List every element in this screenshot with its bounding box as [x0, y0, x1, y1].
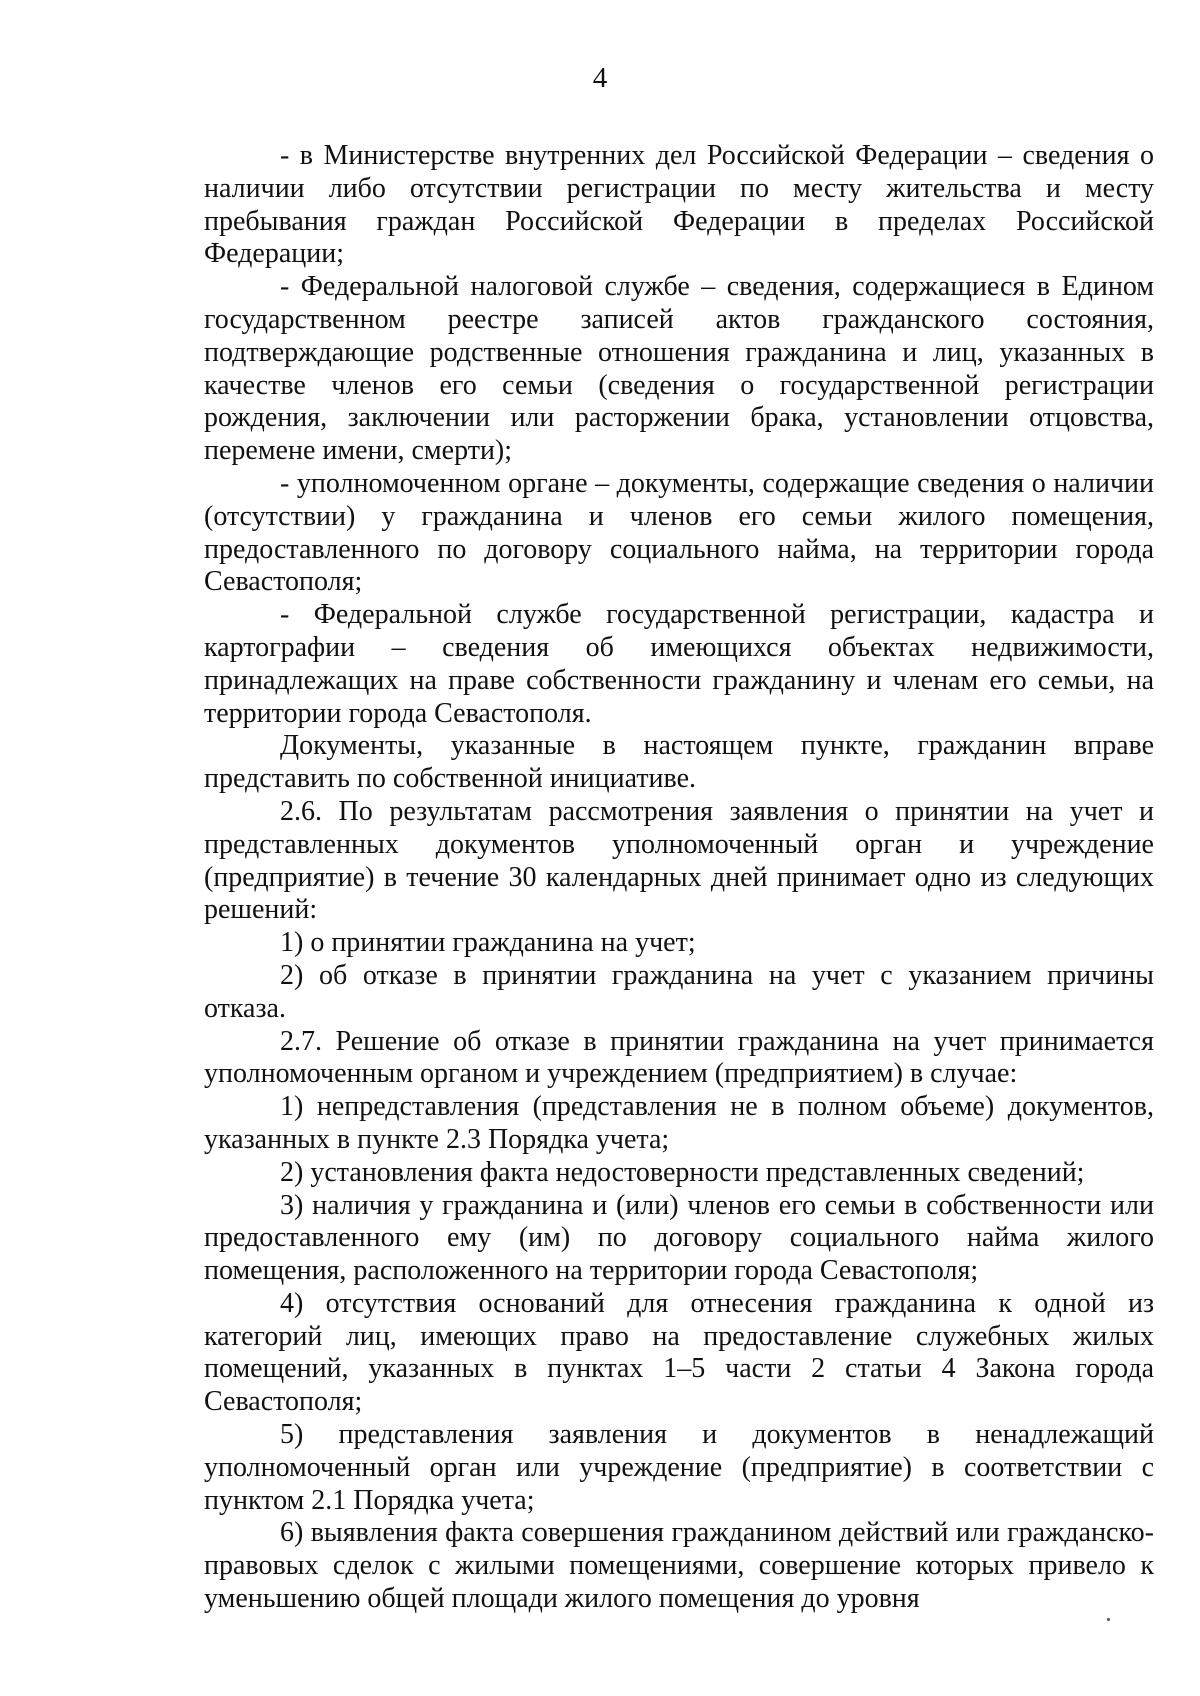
list-item-2-7-5: 5) представления заявления и документов в ненадлежащий уполномоченный орган или учреждение (предприятие) в соответствии с пунктом 2.1 Порядка учета;	[204, 1419, 1154, 1516]
list-item-2-7-4: 4) отсутствия оснований для отнесения гражданина к одной из категорий лиц, имеющих право на предоставление служебных жилых помещений, указанных в пунктах 1–5 части 2 статьи 4 Закона города Севастополя;	[204, 1287, 1154, 1418]
list-item-2-6-2: 2) об отказе в принятии гражданина на учет с указанием причины отказа.	[204, 959, 1154, 1024]
list-item-2-7-2: 2) установления факта недостоверности представленных сведений;	[280, 1156, 1085, 1188]
paragraph-fns: - Федеральной налоговой службе – сведения, содержащиеся в Едином государственном реестре записей актов гражданского состояния, подтверждающие родственные отношения гражданина и лиц, указанных в качестве членов его семьи (сведения о государственной регистрации рождения, заключении или расторжении брака, установлении отцовства, перемене имени, смерти);	[204, 271, 1154, 467]
scan-speck	[1107, 1618, 1110, 1621]
list-item-2-7-1: 1) непредставления (представления не в полном объеме) документов, указанных в пункте 2.3 Порядка учета;	[204, 1091, 1154, 1155]
page-number: 4	[592, 62, 608, 94]
list-item-2-6-1: 1) о принятии гражданина на учет;	[280, 927, 696, 959]
paragraph-2-7: 2.7. Решение об отказе в принятии гражданина на учет принимается уполномоченным органом и учреждением (предприятием) в случае:	[204, 1025, 1154, 1090]
paragraph-2-6: 2.6. По результатам рассмотрения заявления о принятии на учет и представленных документов уполномоченный орган и учреждение (предприятие) в течение 30 календарных дней принимает одно из следующих решений:	[204, 795, 1154, 926]
paragraph-authorized-body: - уполномоченном органе – документы, содержащие сведения о наличии (отсутствии) у гражданина и членов его семьи жилого помещения, предоставленного по договору социального найма, на территории города Севастополя;	[204, 467, 1154, 598]
paragraph-own-initiative: Документы, указанные в настоящем пункте, гражданин вправе представить по собственной инициативе.	[204, 730, 1154, 795]
paragraph-rosreestr: - Федеральной службе государственной регистрации, кадастра и картографии – сведения об имеющихся объектах недвижимости, принадлежащих на праве собственности гражданину и членам его семьи, на территории города Севастополя.	[204, 599, 1154, 729]
list-item-2-7-6: 6) выявления факта совершения гражданином действий или гражданско-правовых сделок с жилыми помещениями, совершение которых привело к уменьшению общей площади жилого помещения до уровня	[204, 1517, 1154, 1615]
paragraph-mvd: - в Министерстве внутренних дел Российской Федерации – сведения о наличии либо отсутствии регистрации по месту жительства и месту пребывания граждан Российской Федерации в пределах Российской Федерации;	[204, 140, 1154, 270]
document-body	[204, 140, 1154, 1616]
list-item-2-7-3: 3) наличия у гражданина и (или) членов его семьи в собственности или предоставленного ему (им) по договору социального найма жилого помещения, расположенного на территории города Севастополя;	[204, 1189, 1154, 1287]
